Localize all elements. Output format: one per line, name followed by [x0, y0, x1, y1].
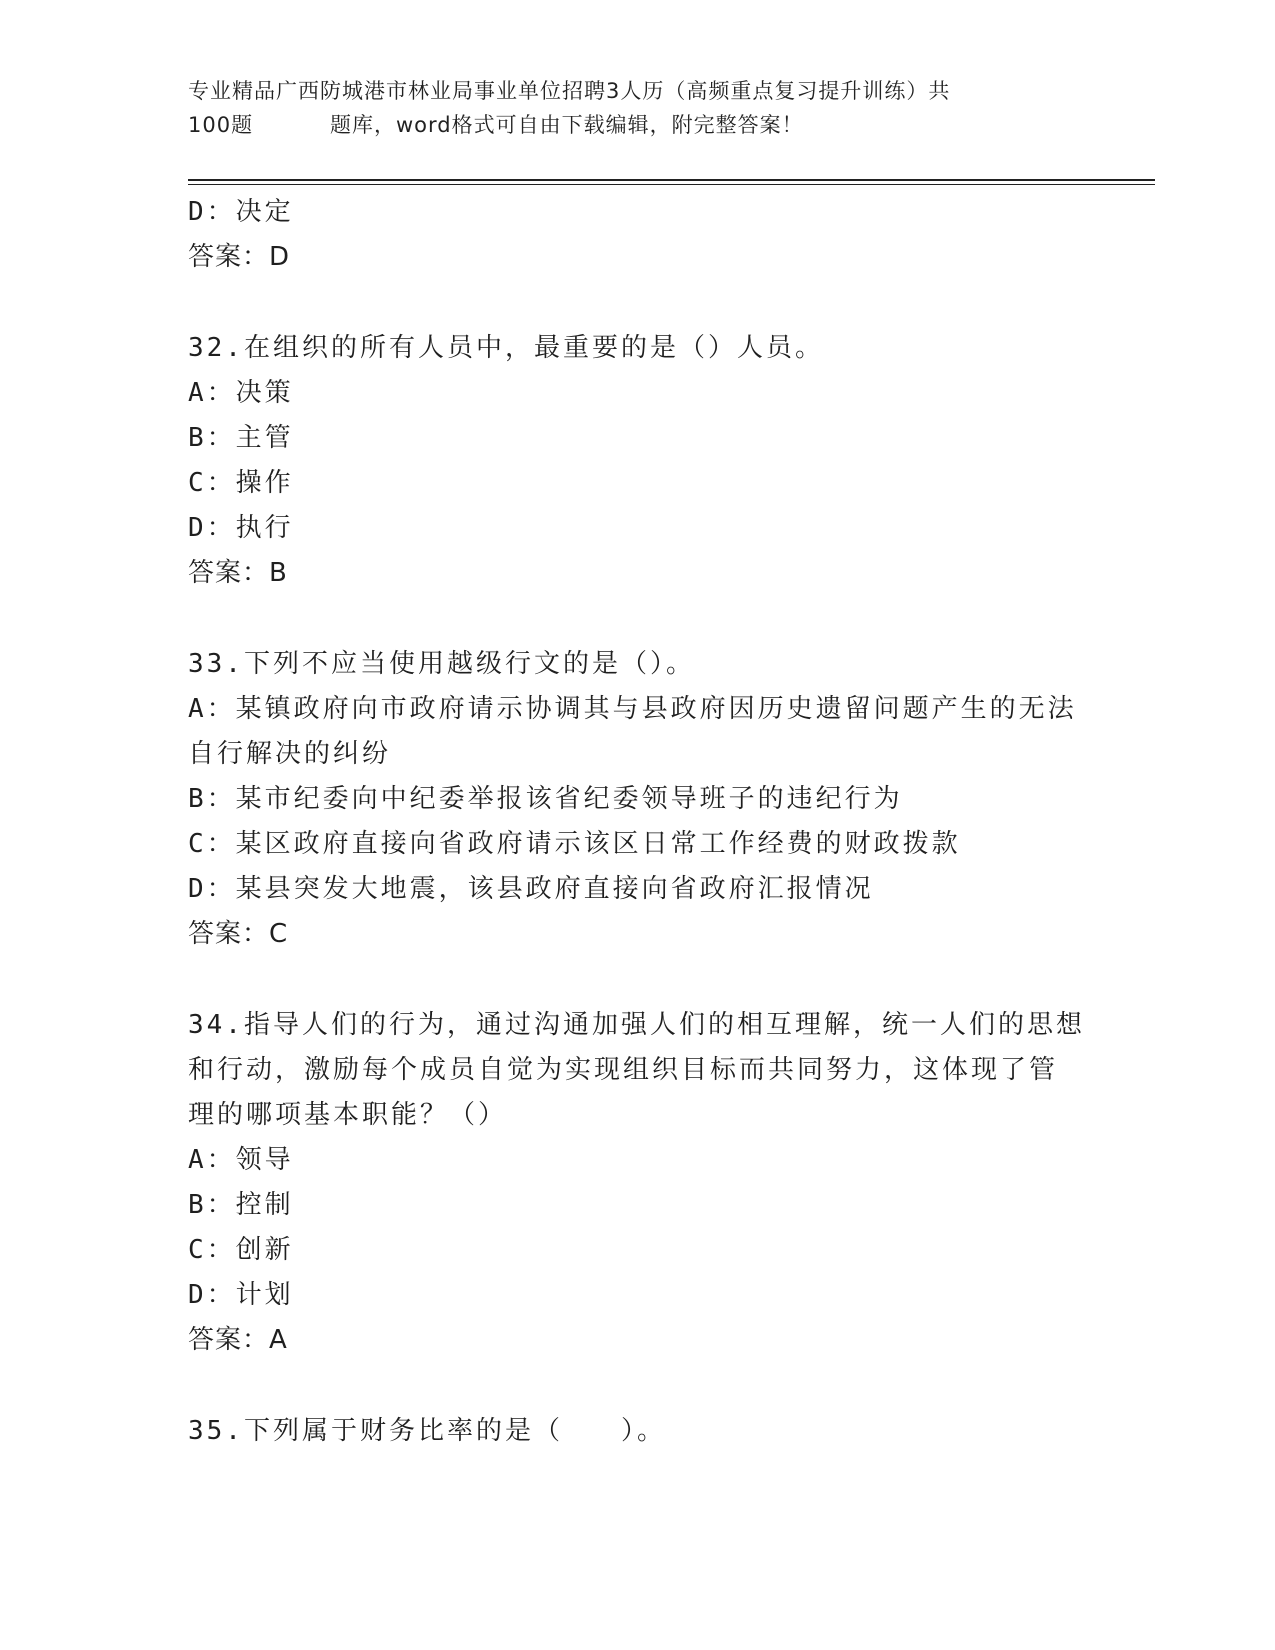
spacer	[188, 1363, 1088, 1409]
question-32-answer: 答案：B	[188, 558, 288, 588]
question-32-option-d: D：执行	[188, 513, 294, 543]
header-rule-bottom	[188, 184, 1155, 185]
prev-answer: 答案：D	[188, 242, 291, 272]
spacer	[188, 596, 1088, 642]
header-rule-top	[188, 179, 1155, 181]
question-32-option-c: C：操作	[188, 468, 294, 498]
question-32-option-b: B：主管	[188, 423, 294, 453]
question-34-stem-2: 和行动，激励每个成员自觉为实现组织目标而共同努力，这体现了管	[188, 1055, 1059, 1085]
spacer	[188, 957, 1088, 1003]
question-33-option-a-cont: 自行解决的纠纷	[188, 739, 392, 769]
header-title-line-2	[188, 108, 1068, 142]
question-34-answer: 答案：A	[188, 1325, 288, 1355]
spacer	[188, 280, 1088, 326]
question-33-answer: 答案：C	[188, 919, 289, 949]
question-33-option-b: B：某市纪委向中纪委举报该省纪委领导班子的违纪行为	[188, 784, 903, 814]
question-list	[188, 190, 1088, 1454]
question-33-option-d: D：某县突发大地震，该县政府直接向省政府汇报情况	[188, 874, 874, 904]
question-32-stem: 32.在组织的所有人员中，最重要的是（）人员。	[188, 333, 824, 363]
header-title-line-1: 专业精品广西防城港市林业局事业单位招聘3人历（高频重点复习提升训练）共	[188, 79, 951, 103]
question-33-stem: 33.下列不应当使用越级行文的是（）。	[188, 649, 695, 679]
question-34-option-c: C：创新	[188, 1235, 294, 1265]
prev-option-d: D：决定	[188, 197, 294, 227]
question-34-stem-3: 理的哪项基本职能？（）	[188, 1100, 508, 1130]
document-header	[188, 74, 1068, 142]
question-32-option-a: A：决策	[188, 378, 294, 408]
question-33-option-c: C：某区政府直接向省政府请示该区日常工作经费的财政拨款	[188, 829, 961, 859]
question-35-stem: 35.下列属于财务比率的是（ ）。	[188, 1416, 666, 1446]
header-count: 100题	[188, 113, 254, 137]
question-33-option-a: A：某镇政府向市政府请示协调其与县政府因历史遗留问题产生的无法	[188, 694, 1077, 724]
question-34-option-d: D：计划	[188, 1280, 294, 1310]
question-34-option-b: B：控制	[188, 1190, 294, 1220]
question-34-option-a: A：领导	[188, 1145, 294, 1175]
header-subtitle: 题库，word格式可自由下载编辑，附完整答案！	[330, 113, 804, 137]
question-34-stem-1: 34.指导人们的行为，通过沟通加强人们的相互理解，统一人们的思想	[188, 1010, 1085, 1040]
